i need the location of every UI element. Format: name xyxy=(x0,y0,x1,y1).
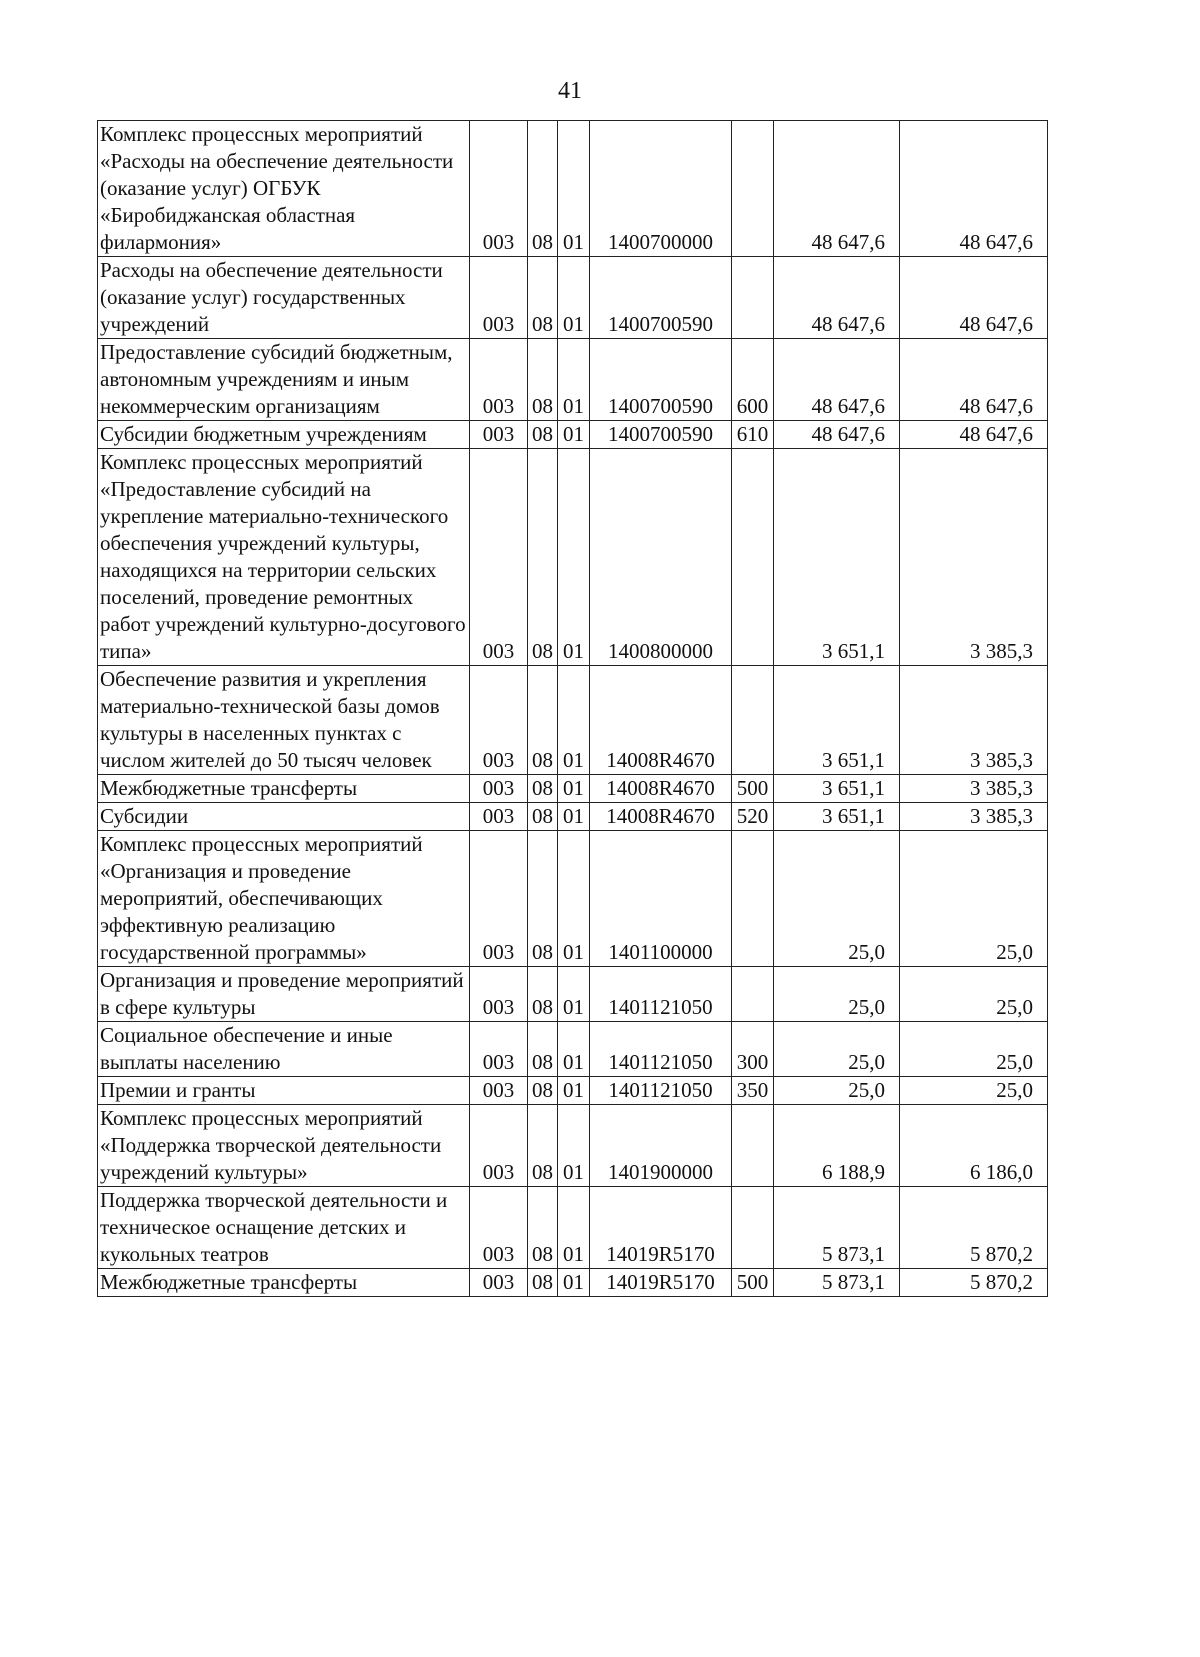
section-code: 08 xyxy=(528,775,558,803)
table-row xyxy=(98,1105,1048,1187)
expense-type-code xyxy=(732,257,774,339)
admin-code: 003 xyxy=(470,1105,528,1187)
expense-name: Межбюджетные трансферты xyxy=(98,1269,470,1297)
table-row xyxy=(98,449,1048,666)
admin-code: 003 xyxy=(470,666,528,775)
table-row xyxy=(98,339,1048,421)
section-code: 08 xyxy=(528,257,558,339)
amount-year-1: 3 651,1 xyxy=(774,449,900,666)
admin-code: 003 xyxy=(470,257,528,339)
section-code: 08 xyxy=(528,1269,558,1297)
table-row xyxy=(98,1077,1048,1105)
table-row xyxy=(98,1022,1048,1077)
section-code: 08 xyxy=(528,967,558,1022)
admin-code: 003 xyxy=(470,775,528,803)
expense-name: Комплекс процессных мероприятий «Предоставление субсидий на укрепление материально-технического обеспечения учреждений культуры, находящихся на территории сельских поселений, проведение ремонтных работ учреждений культурно-досугового типа» xyxy=(98,449,470,666)
admin-code: 003 xyxy=(470,1269,528,1297)
amount-year-1: 48 647,6 xyxy=(774,257,900,339)
expense-name: Комплекс процессных мероприятий «Расходы на обеспечение деятельности (оказание услуг) ОГБУК «Биробиджанская областная филармония» xyxy=(98,121,470,257)
expense-name: Премии и гранты xyxy=(98,1077,470,1105)
amount-year-1: 25,0 xyxy=(774,831,900,967)
target-article-code: 14008R4670 xyxy=(590,666,732,775)
subsection-code: 01 xyxy=(558,257,590,339)
subsection-code: 01 xyxy=(558,1022,590,1077)
table-row xyxy=(98,421,1048,449)
expense-type-code xyxy=(732,967,774,1022)
section-code: 08 xyxy=(528,1077,558,1105)
amount-year-1: 48 647,6 xyxy=(774,121,900,257)
expense-name: Организация и проведение мероприятий в сфере культуры xyxy=(98,967,470,1022)
table-row xyxy=(98,967,1048,1022)
target-article-code: 1401100000 xyxy=(590,831,732,967)
target-article-code: 1401121050 xyxy=(590,1077,732,1105)
subsection-code: 01 xyxy=(558,449,590,666)
amount-year-1: 6 188,9 xyxy=(774,1105,900,1187)
subsection-code: 01 xyxy=(558,121,590,257)
target-article-code: 1400700000 xyxy=(590,121,732,257)
expense-name: Субсидии xyxy=(98,803,470,831)
table-row xyxy=(98,831,1048,967)
target-article-code: 1400700590 xyxy=(590,257,732,339)
amount-year-2: 25,0 xyxy=(900,1077,1048,1105)
expense-name: Предоставление субсидий бюджетным, автономным учреждениям и иным некоммерческим организациям xyxy=(98,339,470,421)
amount-year-2: 5 870,2 xyxy=(900,1269,1048,1297)
table-row xyxy=(98,1269,1048,1297)
budget-table xyxy=(97,120,1048,1297)
subsection-code: 01 xyxy=(558,666,590,775)
amount-year-2: 25,0 xyxy=(900,831,1048,967)
table-row xyxy=(98,666,1048,775)
page-number: 41 xyxy=(558,78,582,104)
expense-name: Обеспечение развития и укрепления материально-технической базы домов культуры в населенных пунктах с числом жителей до 50 тысяч человек xyxy=(98,666,470,775)
subsection-code: 01 xyxy=(558,1077,590,1105)
amount-year-2: 48 647,6 xyxy=(900,121,1048,257)
section-code: 08 xyxy=(528,1022,558,1077)
subsection-code: 01 xyxy=(558,1269,590,1297)
section-code: 08 xyxy=(528,121,558,257)
subsection-code: 01 xyxy=(558,1187,590,1269)
expense-type-code xyxy=(732,831,774,967)
table-row xyxy=(98,1187,1048,1269)
expense-type-code xyxy=(732,121,774,257)
expense-type-code: 300 xyxy=(732,1022,774,1077)
target-article-code: 14019R5170 xyxy=(590,1187,732,1269)
subsection-code: 01 xyxy=(558,831,590,967)
expense-type-code: 610 xyxy=(732,421,774,449)
target-article-code: 14019R5170 xyxy=(590,1269,732,1297)
budget-table-body xyxy=(98,121,1048,1297)
amount-year-1: 48 647,6 xyxy=(774,421,900,449)
section-code: 08 xyxy=(528,803,558,831)
table-row xyxy=(98,775,1048,803)
expense-type-code: 600 xyxy=(732,339,774,421)
admin-code: 003 xyxy=(470,967,528,1022)
amount-year-2: 48 647,6 xyxy=(900,257,1048,339)
subsection-code: 01 xyxy=(558,803,590,831)
amount-year-2: 3 385,3 xyxy=(900,775,1048,803)
amount-year-2: 3 385,3 xyxy=(900,666,1048,775)
amount-year-1: 25,0 xyxy=(774,1077,900,1105)
amount-year-2: 48 647,6 xyxy=(900,339,1048,421)
admin-code: 003 xyxy=(470,1187,528,1269)
target-article-code: 1401900000 xyxy=(590,1105,732,1187)
expense-name: Расходы на обеспечение деятельности (оказание услуг) государственных учреждений xyxy=(98,257,470,339)
expense-name: Комплекс процессных мероприятий «Поддержка творческой деятельности учреждений культуры» xyxy=(98,1105,470,1187)
expense-type-code xyxy=(732,1187,774,1269)
amount-year-2: 25,0 xyxy=(900,1022,1048,1077)
amount-year-1: 5 873,1 xyxy=(774,1187,900,1269)
amount-year-1: 3 651,1 xyxy=(774,775,900,803)
amount-year-1: 5 873,1 xyxy=(774,1269,900,1297)
expense-name: Субсидии бюджетным учреждениям xyxy=(98,421,470,449)
amount-year-1: 3 651,1 xyxy=(774,803,900,831)
amount-year-1: 25,0 xyxy=(774,1022,900,1077)
amount-year-2: 3 385,3 xyxy=(900,449,1048,666)
subsection-code: 01 xyxy=(558,421,590,449)
amount-year-1: 25,0 xyxy=(774,967,900,1022)
section-code: 08 xyxy=(528,1187,558,1269)
section-code: 08 xyxy=(528,1105,558,1187)
admin-code: 003 xyxy=(470,449,528,666)
expense-type-code xyxy=(732,666,774,775)
amount-year-1: 48 647,6 xyxy=(774,339,900,421)
admin-code: 003 xyxy=(470,1077,528,1105)
target-article-code: 1401121050 xyxy=(590,1022,732,1077)
target-article-code: 1401121050 xyxy=(590,967,732,1022)
subsection-code: 01 xyxy=(558,775,590,803)
admin-code: 003 xyxy=(470,1022,528,1077)
amount-year-2: 25,0 xyxy=(900,967,1048,1022)
expense-type-code: 520 xyxy=(732,803,774,831)
subsection-code: 01 xyxy=(558,339,590,421)
expense-name: Поддержка творческой деятельности и техническое оснащение детских и кукольных театров xyxy=(98,1187,470,1269)
section-code: 08 xyxy=(528,421,558,449)
section-code: 08 xyxy=(528,449,558,666)
amount-year-2: 6 186,0 xyxy=(900,1105,1048,1187)
admin-code: 003 xyxy=(470,339,528,421)
expense-name: Социальное обеспечение и иные выплаты населению xyxy=(98,1022,470,1077)
amount-year-2: 48 647,6 xyxy=(900,421,1048,449)
subsection-code: 01 xyxy=(558,1105,590,1187)
expense-name: Межбюджетные трансферты xyxy=(98,775,470,803)
subsection-code: 01 xyxy=(558,967,590,1022)
target-article-code: 14008R4670 xyxy=(590,803,732,831)
target-article-code: 1400700590 xyxy=(590,421,732,449)
table-row xyxy=(98,803,1048,831)
expense-type-code xyxy=(732,1105,774,1187)
amount-year-1: 3 651,1 xyxy=(774,666,900,775)
target-article-code: 14008R4670 xyxy=(590,775,732,803)
target-article-code: 1400700590 xyxy=(590,339,732,421)
section-code: 08 xyxy=(528,666,558,775)
table-row xyxy=(98,257,1048,339)
amount-year-2: 5 870,2 xyxy=(900,1187,1048,1269)
target-article-code: 1400800000 xyxy=(590,449,732,666)
admin-code: 003 xyxy=(470,421,528,449)
admin-code: 003 xyxy=(470,121,528,257)
admin-code: 003 xyxy=(470,803,528,831)
expense-name: Комплекс процессных мероприятий «Организация и проведение мероприятий, обеспечивающих эффективную реализацию государственной программы» xyxy=(98,831,470,967)
expense-type-code: 350 xyxy=(732,1077,774,1105)
expense-type-code: 500 xyxy=(732,775,774,803)
table-row xyxy=(98,121,1048,257)
expense-type-code xyxy=(732,449,774,666)
amount-year-2: 3 385,3 xyxy=(900,803,1048,831)
section-code: 08 xyxy=(528,339,558,421)
admin-code: 003 xyxy=(470,831,528,967)
expense-type-code: 500 xyxy=(732,1269,774,1297)
section-code: 08 xyxy=(528,831,558,967)
